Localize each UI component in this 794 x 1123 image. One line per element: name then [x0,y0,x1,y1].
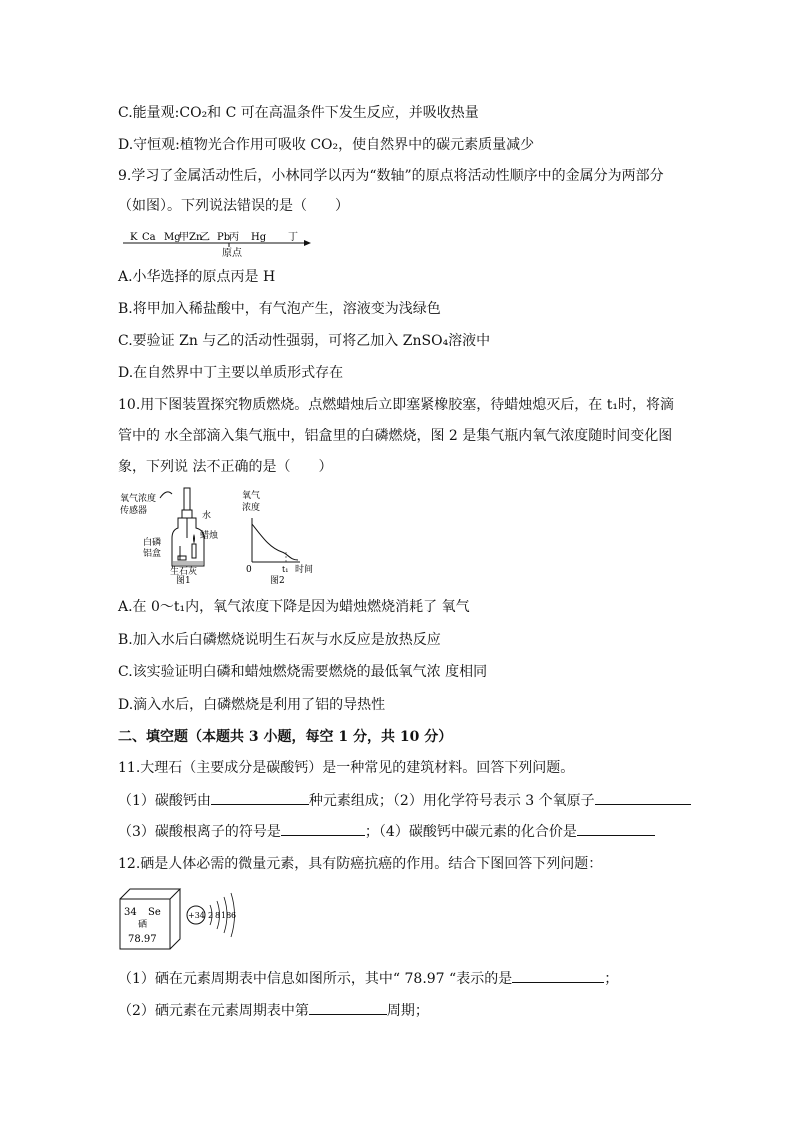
option-10c: C.该实验证明白磷和蜡烛燃烧需要燃烧的最低氧气浓 度相同 [118,664,488,680]
question-11-row-1 [118,790,691,811]
element-name: 硒 [138,920,148,930]
q11-blank-3[interactable] [281,821,365,836]
figure-1-caption: 图1 [176,576,191,584]
aluminum-box-label: 铝盒 [143,549,162,559]
option-10a: A.在 0～t₁内，氧气浓度下降是因为蜡烛燃烧消耗了 氧气 [118,599,470,615]
atomic-number: 34 [124,907,137,918]
oxygen-axis-label-1: 氧气 [242,491,261,501]
q11-part2-text: 种元素组成；（2）用化学符号表示 3 个氧原子 [308,793,595,809]
metal-label-Mg: Mg [164,232,181,243]
metal-label-Hg: Hg [251,232,267,243]
q12-part1-end: ； [604,971,619,987]
section-2-heading: 二、填空题（本题共 3 小题，每空 1 分，共 10 分） [118,729,453,745]
nucleus-charge: +34 [188,911,205,920]
q11-blank-1[interactable] [211,790,309,805]
q11-blank-2[interactable] [595,790,691,805]
sensor-label-1: 氧气浓度 [120,494,157,504]
combustion-apparatus-figure [118,486,328,584]
question-12-row-2 [118,1000,429,1021]
question-9-stem-2: （如图）。下列说法错误的是（ ） [118,198,349,214]
time-axis-label: 时间 [295,565,314,575]
option-9c: C.要验证 Zn 与乙的活动性强弱，可将乙加入 ZnSO₄溶液中 [118,333,491,349]
question-12-row-1 [118,968,618,989]
water-label: 水 [202,511,212,521]
metal-label-jia: 甲 [179,232,189,243]
figure-2-caption: 图2 [270,576,285,584]
question-11-stem: 11.大理石（主要成分是碳酸钙）是一种常见的建筑材料。回答下列问题。 [118,760,575,776]
metal-label-Pb: Pb [217,232,231,243]
metal-label-K: K [130,232,138,243]
metal-label-bing: 丙 [229,232,239,243]
lime-label: 生石灰 [170,567,198,577]
q12-part1-text: （1）硒在元素周期表中信息如图所示，其中“ 78.97 “表示的是 [118,971,513,987]
question-9-stem-1: 9.学习了金属活动性后，小林同学以丙为“数轴”的原点将活动性顺序中的金属分为两部分 [118,168,664,184]
phosphorus-label: 白磷 [143,538,162,548]
option-9d: D.在自然界中丁主要以单质形式存在 [118,365,344,381]
sensor-label-2: 传感器 [120,506,148,516]
candle-label: 蜡烛 [200,531,219,541]
option-10d: D.滴入水后，白磷燃烧是利用了铝的导热性 [118,697,386,713]
option-8d: D.守恒观:植物光合作用可吸收 CO₂，使自然界中的碳元素质量减少 [118,137,535,153]
metal-label-Ca: Ca [142,232,156,243]
shell-electrons-1: 2 [208,911,214,920]
q12-part2-text: （2）硒元素在元素周期表中第 [118,1003,309,1019]
q12-part2-end: 周期； [386,1003,429,1019]
q11-blank-4[interactable] [577,821,655,836]
q12-blank-1[interactable] [512,968,604,983]
q12-blank-2[interactable] [309,1000,387,1015]
metal-label-yi: 乙 [200,232,210,243]
option-10b: B.加入水后白磷燃烧说明生石灰与水反应是放热反应 [118,632,441,648]
shell-electrons-3: 18 [221,911,232,920]
shell-electrons-4: 6 [231,911,237,920]
graph-origin-label: 0 [246,565,252,575]
option-8c: C.能量观:CO₂和 C 可在高温条件下发生反应，并吸收热量 [118,105,479,121]
atomic-mass: 78.97 [128,934,157,945]
question-10-stem-3: 象，下列说 法不正确的是（ ） [118,459,333,475]
metal-label-ding: 丁 [288,232,298,243]
question-10-stem-1: 10.用下图装置探究物质燃烧。点燃蜡烛后立即塞紧橡胶塞，待蜡烛熄灭后，在 t₁时，将滴 [118,397,674,413]
origin-label: 原点 [222,248,242,258]
t1-label: t₁ [282,565,289,574]
oxygen-axis-label-2: 浓度 [242,503,261,513]
shell-electrons-2: 8 [215,911,221,920]
selenium-element-figure [118,885,248,951]
q11-part1-text: （1）碳酸钙由 [118,793,211,809]
q11-part4-text: ；（4）碳酸钙中碳元素的化合价是 [364,824,577,840]
question-12-stem: 12.硒是人体必需的微量元素，具有防癌抗癌的作用。结合下图回答下列问题： [118,856,603,872]
option-9a: A.小华选择的原点丙是 H [118,269,276,285]
element-symbol: Se [148,907,161,918]
question-11-row-2 [118,821,655,842]
metal-activity-axis-figure [118,226,318,258]
metal-label-Zn: Zn [189,232,203,243]
option-9b: B.将甲加入稀盐酸中，有气泡产生，溶液变为浅绿色 [118,301,441,317]
q11-part3-text: （3）碳酸根离子的符号是 [118,824,281,840]
question-10-stem-2: 管中的 水全部滴入集气瓶中，铝盒里的白磷燃烧，图 2 是集气瓶内氧气浓度随时间变化图 [118,428,673,444]
